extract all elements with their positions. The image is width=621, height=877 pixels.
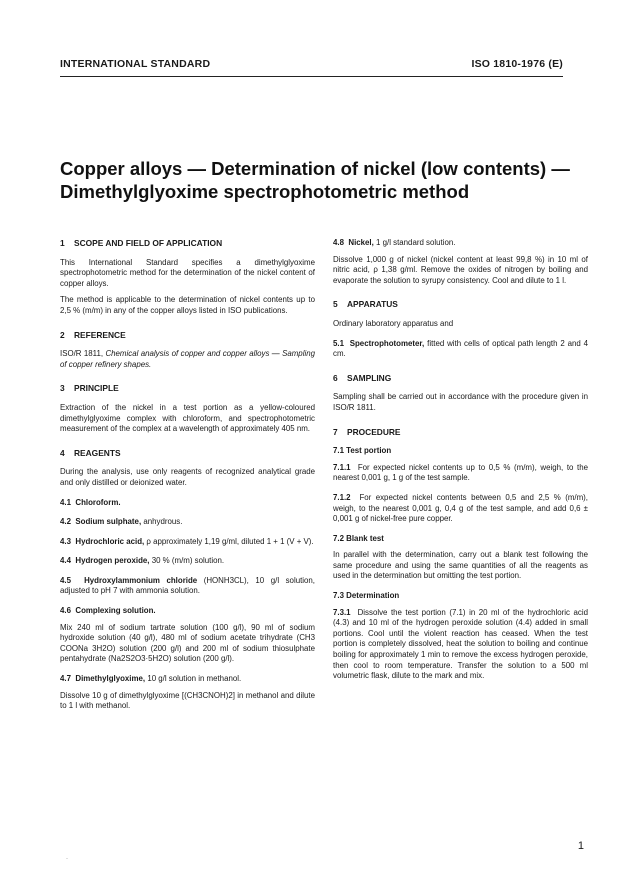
reagent-4-8: 4.8 Nickel, 1 g/l standard solution.: [333, 238, 456, 247]
reagent-4-6: 4.6 Complexing solution.: [60, 606, 156, 616]
header-rule: [60, 76, 563, 77]
title-line-2: Dimethylglyoxime spectrophotometric method: [60, 181, 470, 202]
reagent-4-8-body: Dissolve 1,000 g of nickel (nickel content at least 99,8 %) in 10 ml of nitric acid, ρ 1,38 g/ml. Remove the oxides of nitrogen by boiling and evaporate the solution to syrupy consistency. Cool and dilute to 1 l.: [333, 254, 588, 285]
left-column: [60, 238, 315, 712]
reagent-4-2: 4.2 Sodium sulphate, anhydrous.: [60, 517, 183, 527]
section-4-heading: 4 REAGENTS: [60, 447, 121, 458]
section-3-para: Extraction of the nickel in a test portion as a yellow-coloured dimethylglyoxime complex with chloroform, and spectrophotometric measurement of the complex at a wavelength of approximately 405 nm.: [60, 402, 315, 434]
reagent-4-4: 4.4 Hydrogen peroxide, 30 % (m/m) solution.: [60, 556, 225, 566]
subsection-7-2-body: In parallel with the determination, carry out a blank test following the same procedure and using the same quantities of all the reagents as used in the determination but omitting the test portion.: [333, 550, 588, 581]
subsection-7-1-heading: 7.1 Test portion: [333, 446, 392, 456]
section-6-heading: 6 SAMPLING: [333, 372, 392, 383]
subsection-7-3-1: 7.3.1 Dissolve the test portion (7.1) in 20 ml of the hydrochloric acid (4.3) and 10 ml of the hydrogen peroxide solution (4.4) added in small portions. Cool until the violent reaction has ceased. When the test portion is completely dissolved, heat the solution to boiling and continue boiling for approximately 1 min to remove the excess hydrogen peroxide, then cool to room temperature. Transfer the solution to a 500 ml volumetric flask, dilute to the mark and mix.: [333, 607, 588, 681]
title-line-1: Copper alloys — Determination of nickel (low contents) —: [60, 158, 570, 179]
section-5-para: Ordinary laboratory apparatus and: [333, 318, 454, 328]
reagent-4-5: 4.5 Hydroxylammonium chloride (HONH3CL), 10 g/l solution, adjusted to pH 7 with ammonia solution.: [60, 575, 315, 596]
reagent-4-1: 4.1 Chloroform.: [60, 497, 121, 507]
section-2-reference: ISO/R 1811, Chemical analysis of copper and copper alloys — Sampling of copper refinery shapes.: [60, 349, 315, 369]
apparatus-5-1: 5.1 Spectrophotometer, fitted with cells of optical path length 2 and 4 cm.: [333, 338, 589, 359]
subsection-7-2-heading: 7.2 Blank test: [333, 533, 384, 543]
section-7-heading: 7 PROCEDURE: [333, 426, 401, 437]
scan-mark: ·: [66, 856, 68, 862]
subsection-7-1-2: 7.1.2 For expected nickel contents between 0,5 and 2,5 % (m/m), weigh, to the nearest 0,001 g, 0,4 g of the test sample, and add 0,6 ± 0,001 g of nickel-free pure copper.: [333, 492, 588, 524]
section-1-para-2: The method is applicable to the determination of nickel contents up to 2,5 % (m/m) in any of the copper alloys listed in ISO publications.: [60, 295, 315, 315]
reagent-4-7-body: Dissolve 10 g of dimethylglyoxime [(CH3CNOH)2] in methanol and dilute to 1 l with methanol.: [60, 690, 315, 711]
section-6-para: Sampling shall be carried out in accordance with the procedure given in ISO/R 1811.: [333, 392, 588, 412]
document-type-header: INTERNATIONAL STANDARD: [60, 58, 211, 70]
section-5-heading: 5 APPARATUS: [333, 299, 398, 310]
section-1-heading: 1 SCOPE AND FIELD OF APPLICATION: [60, 238, 223, 248]
reagent-4-7: 4.7 Dimethylglyoxime, 10 g/l solution in methanol.: [60, 674, 242, 684]
section-3-heading: 3 PRINCIPLE: [60, 383, 119, 394]
document-title: [60, 157, 580, 203]
page-number: 1: [577, 840, 584, 852]
standard-number-header: ISO 1810-1976 (E): [471, 58, 563, 70]
right-column: [333, 238, 588, 682]
section-4-para: During the analysis, use only reagents of recognized analytical grade and only distilled or deionized water.: [60, 467, 315, 487]
subsection-7-3-heading: 7.3 Determination: [333, 591, 400, 601]
section-2-heading: 2 REFERENCE: [60, 329, 126, 340]
reagent-4-3: 4.3 Hydrochloric acid, ρ approximately 1,19 g/ml, diluted 1 + 1 (V + V).: [60, 536, 314, 546]
section-1-para-1: This International Standard specifies a dimethylglyoxime spectrophotometric method for the determination of the nickel content of copper alloys.: [60, 257, 315, 288]
reagent-4-6-body: Mix 240 ml of sodium tartrate solution (100 g/l), 90 ml of sodium hydroxide solution (40 g/l), 480 ml of sodium acetate trihydrate (CH3 COONa 3H2O) solution (200 g/l) and 200 ml of sodium thiosulphate pentahydrate (Na2S2O3·5H2O) solution (200 g/l).: [60, 622, 315, 664]
subsection-7-1-1: 7.1.1 For expected nickel contents up to 0,5 % (m/m), weigh, to the nearest 0,001 g, 1 g of the test sample.: [333, 462, 588, 483]
